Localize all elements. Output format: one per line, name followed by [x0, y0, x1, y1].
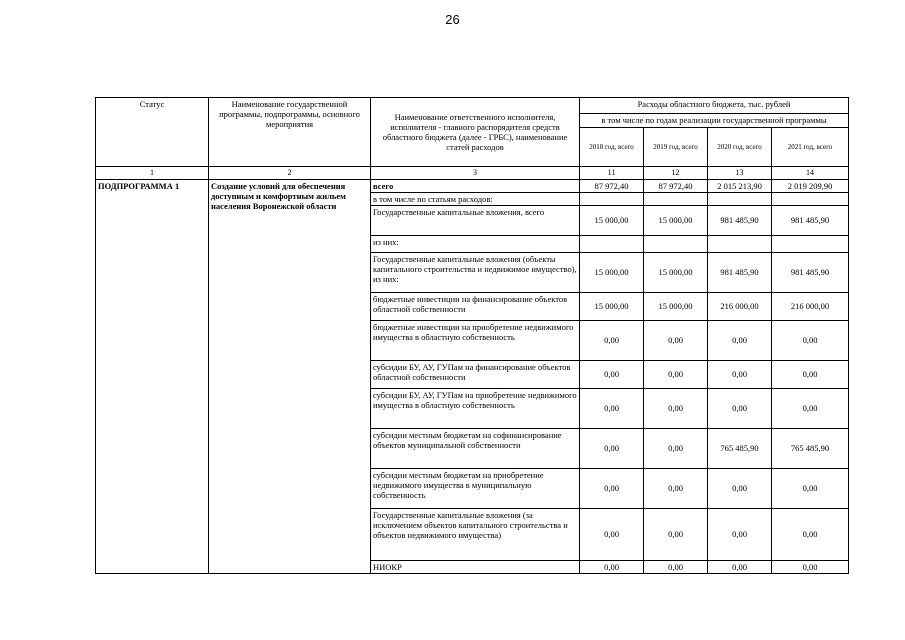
row-value	[580, 192, 644, 205]
header-row-1	[96, 98, 849, 114]
row-value: 0,00	[644, 360, 708, 388]
header-year-2019: 2019 год, всего	[644, 128, 708, 167]
row-value: 15 000,00	[644, 205, 708, 235]
row-value: 0,00	[580, 508, 644, 560]
row-value: 0,00	[708, 560, 772, 573]
row-value: 15 000,00	[644, 292, 708, 320]
row-label: в том числе по статьям расходов:	[371, 192, 580, 205]
row-value: 981 485,90	[772, 205, 849, 235]
row-label: субсидии местным бюджетам на приобретение недвижимого имущества в муниципальную собственность	[371, 468, 580, 508]
row-value: 0,00	[580, 320, 644, 360]
row-label: Государственные капитальные вложения (объекты капитального строительства и недвижимое имущество), из них:	[371, 252, 580, 292]
row-value: 0,00	[644, 320, 708, 360]
header-year-2018: 2018 год, всего	[580, 128, 644, 167]
page-number: 26	[445, 12, 460, 27]
header-by-years: в том числе по годам реализации государственной программы	[580, 114, 849, 128]
row-value: 2 019 209,90	[772, 179, 849, 192]
row-value: 0,00	[644, 508, 708, 560]
row-value: 0,00	[772, 360, 849, 388]
row-value: 0,00	[644, 560, 708, 573]
column-number: 2	[209, 167, 371, 180]
row-value: 0,00	[644, 428, 708, 468]
row-value	[580, 235, 644, 252]
column-number: 14	[772, 167, 849, 180]
row-value: 0,00	[644, 388, 708, 428]
row-value	[644, 235, 708, 252]
header-expenses: Расходы областного бюджета, тыс. рублей	[580, 98, 849, 114]
header-year-2021: 2021 год, всего	[772, 128, 849, 167]
row-value: 981 485,90	[708, 205, 772, 235]
row-value: 0,00	[772, 560, 849, 573]
row-value: 0,00	[644, 468, 708, 508]
table-row	[96, 179, 849, 192]
row-label: бюджетные инвестиции на приобретение недвижимого имущества в областную собственность	[371, 320, 580, 360]
row-value: 0,00	[772, 320, 849, 360]
column-number: 3	[371, 167, 580, 180]
budget-table	[95, 97, 849, 574]
subprogram-status: ПОДПРОГРАММА 1	[96, 179, 209, 574]
row-value: 0,00	[708, 468, 772, 508]
row-label: Государственные капитальные вложения (за исключением объектов капитального строительства и объектов недвижимого имущества)	[371, 508, 580, 560]
row-value: 0,00	[708, 388, 772, 428]
row-value: 981 485,90	[772, 252, 849, 292]
row-value: 87 972,40	[580, 179, 644, 192]
row-label: субсидии местным бюджетам на софинансирование объектов муниципальной собственности	[371, 428, 580, 468]
row-value: 15 000,00	[644, 252, 708, 292]
header-name: Наименование государственной программы, подпрограммы, основного мероприятия	[209, 98, 371, 167]
row-label: субсидии БУ, АУ, ГУПам на финансирование объектов областной собственности	[371, 360, 580, 388]
row-value: 0,00	[708, 360, 772, 388]
row-label: бюджетные инвестиции на финансирование объектов областной собственности	[371, 292, 580, 320]
row-value: 765 485,90	[772, 428, 849, 468]
header-status: Статус	[96, 98, 209, 167]
row-value	[708, 235, 772, 252]
row-value: 981 485,90	[708, 252, 772, 292]
column-number: 13	[708, 167, 772, 180]
row-label: НИОКР	[371, 560, 580, 573]
column-number-row	[96, 167, 849, 180]
column-number: 12	[644, 167, 708, 180]
row-value: 0,00	[580, 360, 644, 388]
row-value	[772, 192, 849, 205]
column-number: 11	[580, 167, 644, 180]
row-value: 15 000,00	[580, 205, 644, 235]
row-label: всего	[371, 179, 580, 192]
column-number: 1	[96, 167, 209, 180]
row-value: 87 972,40	[644, 179, 708, 192]
row-value: 0,00	[772, 508, 849, 560]
row-value	[644, 192, 708, 205]
row-value: 0,00	[772, 468, 849, 508]
row-value: 0,00	[580, 468, 644, 508]
row-label: субсидии БУ, АУ, ГУПам на приобретение недвижимого имущества в областную собственность	[371, 388, 580, 428]
row-value: 0,00	[580, 388, 644, 428]
row-value: 2 015 213,90	[708, 179, 772, 192]
header-year-2020: 2020 год, всего	[708, 128, 772, 167]
row-value: 0,00	[772, 388, 849, 428]
row-value: 0,00	[708, 320, 772, 360]
row-value: 216 000,00	[708, 292, 772, 320]
row-value	[772, 235, 849, 252]
row-value: 216 000,00	[772, 292, 849, 320]
row-value: 0,00	[580, 428, 644, 468]
row-value: 15 000,00	[580, 252, 644, 292]
row-value: 0,00	[708, 508, 772, 560]
row-label: Государственные капитальные вложения, всего	[371, 205, 580, 235]
row-value	[708, 192, 772, 205]
row-label: из них:	[371, 235, 580, 252]
row-value: 0,00	[580, 560, 644, 573]
header-executor: Наименование ответственного исполнителя, исполнителя - главного распорядителя средств областного бюджета (далее - ГРБС), наименование статей расходов	[371, 98, 580, 167]
subprogram-name: Создание условий для обеспечения доступным и комфортным жильем населения Воронежской области	[209, 179, 371, 574]
row-value: 765 485,90	[708, 428, 772, 468]
row-value: 15 000,00	[580, 292, 644, 320]
